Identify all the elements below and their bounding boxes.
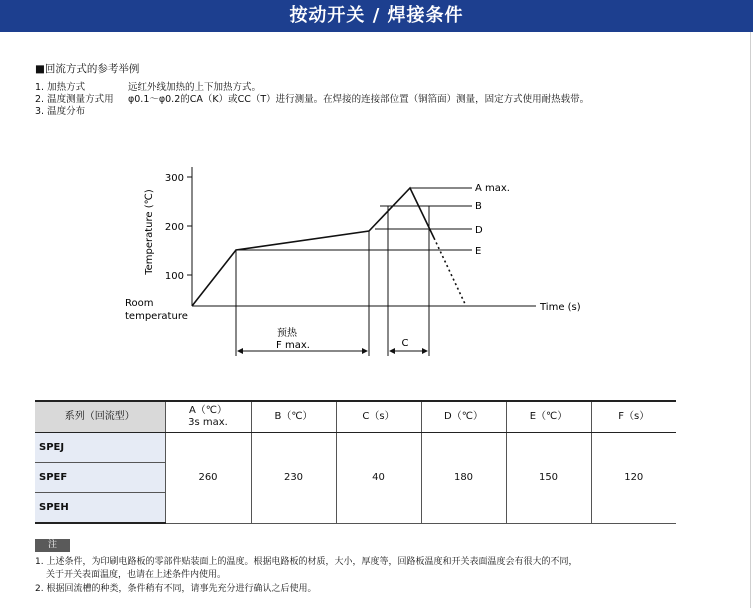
c-arrow-left-head <box>389 348 395 354</box>
note-line-2: 关于开关表面温度，也请在上述条件内使用。 <box>46 570 227 580</box>
c-arrow-right-head <box>422 348 428 354</box>
column-header-d: D（℃） <box>421 401 506 433</box>
cooling-dotted-line <box>434 238 466 306</box>
series-cell-spef: SPEF <box>35 463 165 493</box>
item-3-label: 3. 温度分布 <box>35 106 86 117</box>
item-2-value: φ0.1～φ0.2的CA（K）或CC（T）进行测量。在焊接的连接部位置（铜箔面）测量，固定方式使用耐热载带。 <box>128 94 590 105</box>
series-cell-speh: SPEH <box>35 493 165 524</box>
note-line-1: 1. 上述条件，为印刷电路板的零部件贴装面上的温度。根据电路板的材质，大小，厚度等，回路板温度和开关表面温度会有很大的不同， <box>35 557 578 567</box>
preheat-arrow-left-head <box>237 348 243 354</box>
label-e: E <box>475 246 482 257</box>
table-row <box>35 433 676 463</box>
x-axis-title: Time (s) <box>540 302 581 313</box>
column-header-e: E（℃） <box>506 401 591 433</box>
value-f: 120 <box>591 433 676 524</box>
preheat-label: 预热 <box>277 328 297 339</box>
label-b: B <box>475 201 482 212</box>
section-heading: ■回流方式的参考举例 <box>35 63 140 75</box>
room-temperature-label: temperature <box>125 311 188 322</box>
note-line-3: 2. 根据回流槽的种类，条件稍有不同，请事先充分进行确认之后使用。 <box>35 584 317 594</box>
value-a: 260 <box>165 433 251 524</box>
column-header-series: 系列（回流型） <box>35 401 165 433</box>
column-header-b: B（℃） <box>251 401 336 433</box>
y-axis-title: Temperature (℃) <box>144 189 155 275</box>
column-header-a: A（℃） 3s max. <box>165 401 251 433</box>
table-header-row <box>35 401 676 433</box>
preheat-arrow-right-head <box>362 348 368 354</box>
value-d: 180 <box>421 433 506 524</box>
value-e: 150 <box>506 433 591 524</box>
column-header-f: F（s） <box>591 401 676 433</box>
room-label: Room <box>125 298 154 309</box>
label-d: D <box>475 225 483 236</box>
item-1-value: 远红外线加热的上下加热方式。 <box>128 82 262 93</box>
page-title: 按动开关 / 焊接条件 <box>289 5 464 26</box>
column-header-c: C（s） <box>336 401 421 433</box>
label-c: C <box>401 338 409 349</box>
y-tick-label-300: 300 <box>164 173 184 184</box>
y-tick-label-100: 100 <box>164 271 184 282</box>
value-b: 230 <box>251 433 336 524</box>
label-a-max: A max. <box>475 183 510 194</box>
y-tick-label-200: 200 <box>164 222 184 233</box>
solder-conditions-table <box>35 400 676 524</box>
preheat-f-max-label: F max. <box>276 340 310 351</box>
series-cell-spej: SPEJ <box>35 433 165 463</box>
value-c: 40 <box>336 433 421 524</box>
item-2-label: 2. 温度测量方式用 <box>35 94 114 105</box>
item-1-label: 1. 加热方式 <box>35 82 86 93</box>
note-badge: 注 <box>35 539 70 552</box>
